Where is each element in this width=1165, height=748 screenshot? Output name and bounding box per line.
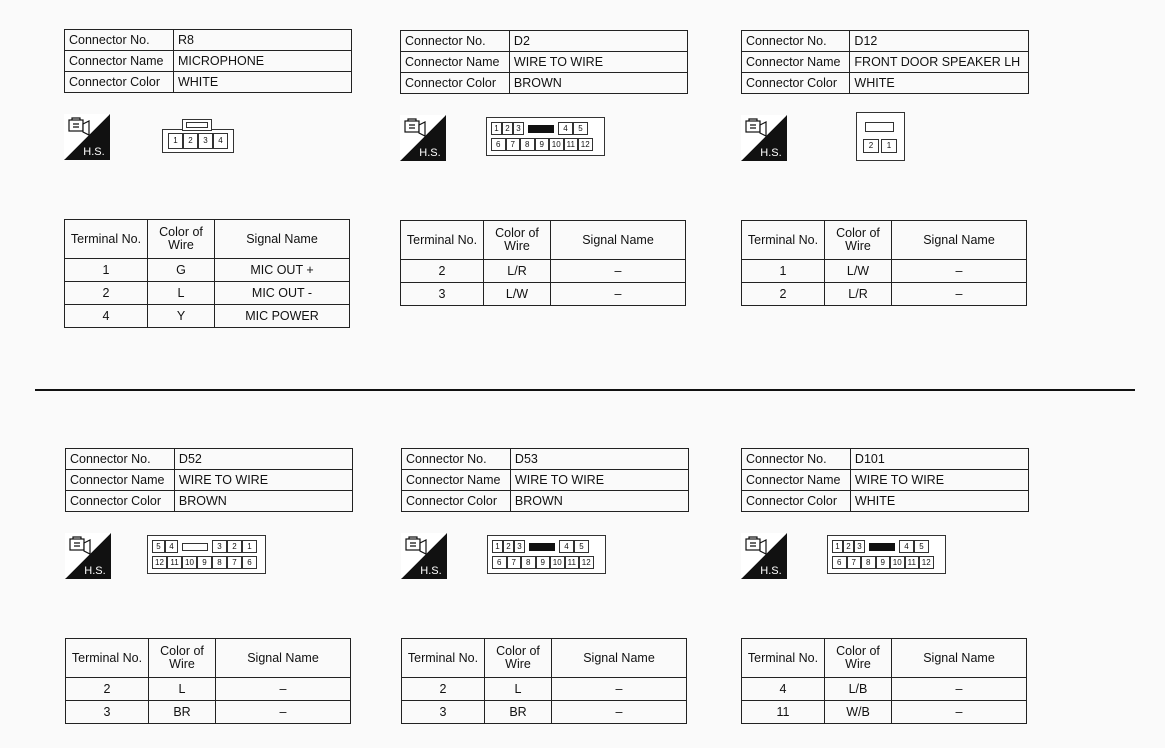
wire-color-cell: L/R	[484, 260, 551, 283]
terminal-row	[742, 283, 1027, 306]
pin-cell: 6	[242, 556, 257, 569]
connector-name-label: Connector Name	[65, 51, 174, 72]
terminal-no-cell: 2	[742, 283, 825, 306]
pin-cell: 11	[564, 138, 579, 151]
signal-name-cell: –	[892, 678, 1027, 701]
terminal-no-header: Terminal No.	[65, 220, 148, 259]
connector-info-table	[64, 29, 352, 93]
terminal-table	[64, 219, 350, 328]
pin-cell: 3	[854, 540, 865, 553]
terminal-no-header: Terminal No.	[742, 221, 825, 260]
pin-cell: 1	[832, 540, 843, 553]
terminal-no-cell: 3	[66, 701, 149, 724]
terminal-row	[742, 260, 1027, 283]
pin-cell: 7	[847, 556, 862, 569]
connector-block-d52	[65, 448, 365, 748]
wire-color-cell: L/W	[825, 260, 892, 283]
connector-block-d2	[400, 30, 700, 330]
terminal-row	[402, 678, 687, 701]
pin-cell: 3	[198, 133, 213, 149]
pin-cell: 6	[492, 556, 507, 569]
section-divider	[35, 389, 1135, 391]
connector-no-label: Connector No.	[401, 31, 510, 52]
signal-name-cell: MIC OUT -	[215, 282, 350, 305]
connector-no-value: D52	[174, 449, 352, 470]
hs-label: H.S.	[419, 147, 441, 159]
pin-cell: 6	[491, 138, 506, 151]
pin-cell: 5	[574, 540, 589, 553]
pin-cell: 12	[152, 556, 167, 569]
pin-cell: 10	[182, 556, 197, 569]
connector-name-label: Connector Name	[742, 52, 850, 73]
connector-key	[869, 543, 895, 551]
pin-cell: 1	[491, 122, 502, 135]
terminal-row	[65, 305, 350, 328]
terminal-row	[742, 701, 1027, 724]
connector-info-table	[401, 448, 689, 512]
hs-label: H.S.	[84, 565, 106, 577]
connector-no-value: D2	[509, 31, 687, 52]
wire-color-cell: L	[149, 678, 216, 701]
terminal-table	[65, 638, 351, 724]
pin-cell: 9	[876, 556, 891, 569]
harness-side-icon	[64, 114, 110, 160]
signal-name-cell: MIC OUT +	[215, 259, 350, 282]
hs-label: H.S.	[760, 565, 782, 577]
signal-name-cell: –	[551, 260, 686, 283]
pin-cell: 10	[549, 138, 564, 151]
pin-cell: 2	[227, 540, 242, 553]
signal-name-cell: –	[551, 283, 686, 306]
pin-cell: 2	[502, 122, 513, 135]
wire-color-cell: G	[148, 259, 215, 282]
connector-block-d53	[401, 448, 701, 748]
signal-name-cell: –	[552, 678, 687, 701]
harness-side-icon	[741, 115, 787, 161]
terminal-table	[401, 638, 687, 724]
wire-color-cell: L	[148, 282, 215, 305]
pin-cell: 12	[919, 556, 934, 569]
connector-info-table	[65, 448, 353, 512]
connector-name-label: Connector Name	[66, 470, 175, 491]
connector-color-label: Connector Color	[742, 491, 851, 512]
connector-color-label: Connector Color	[66, 491, 175, 512]
pin-cell: 1	[492, 540, 503, 553]
signal-name-cell: –	[216, 701, 351, 724]
connector-name-label: Connector Name	[401, 52, 510, 73]
signal-name-header: Signal Name	[552, 639, 687, 678]
terminal-row	[401, 260, 686, 283]
wire-color-cell: Y	[148, 305, 215, 328]
signal-name-header: Signal Name	[551, 221, 686, 260]
pin-cell: 2	[863, 139, 879, 153]
connector-key	[182, 543, 208, 551]
color-of-wire-header: Color of Wire	[484, 221, 551, 260]
terminal-no-cell: 2	[65, 282, 148, 305]
pin-cell: 4	[558, 122, 573, 135]
connector-no-label: Connector No.	[66, 449, 175, 470]
pin-cell: 3	[514, 540, 525, 553]
harness-side-icon	[741, 533, 787, 579]
terminal-row	[66, 678, 351, 701]
terminal-no-cell: 2	[66, 678, 149, 701]
connector-color-label: Connector Color	[742, 73, 850, 94]
color-of-wire-header: Color of Wire	[825, 221, 892, 260]
pin-cell: 11	[167, 556, 182, 569]
terminal-no-cell: 3	[402, 701, 485, 724]
pin-cell: 8	[212, 556, 227, 569]
pin-cell: 7	[227, 556, 242, 569]
connector-no-value: D53	[510, 449, 688, 470]
connector-color-value: BROWN	[510, 491, 688, 512]
connector-name-value: WIRE TO WIRE	[850, 470, 1028, 491]
pin-cell: 9	[536, 556, 551, 569]
terminal-row	[742, 678, 1027, 701]
connector-no-value: R8	[173, 30, 351, 51]
pin-cell: 4	[213, 133, 228, 149]
wire-color-cell: L/W	[484, 283, 551, 306]
pin-cell: 10	[890, 556, 905, 569]
connector-no-label: Connector No.	[742, 449, 851, 470]
terminal-row	[66, 701, 351, 724]
pin-cell: 8	[861, 556, 876, 569]
signal-name-cell: –	[892, 260, 1027, 283]
terminal-no-cell: 4	[742, 678, 825, 701]
harness-side-icon	[400, 115, 446, 161]
connector-name-value: WIRE TO WIRE	[174, 470, 352, 491]
pin-cell: 10	[550, 556, 565, 569]
terminal-table	[741, 638, 1027, 724]
terminal-no-cell: 2	[401, 260, 484, 283]
connector-name-value: FRONT DOOR SPEAKER LH	[850, 52, 1029, 73]
connector-key	[529, 543, 555, 551]
color-of-wire-header: Color of Wire	[825, 639, 892, 678]
signal-name-cell: –	[552, 701, 687, 724]
terminal-row	[402, 701, 687, 724]
terminal-no-header: Terminal No.	[401, 221, 484, 260]
pin-cell: 4	[899, 540, 914, 553]
connector-latch-slot	[865, 122, 894, 132]
pin-cell: 2	[843, 540, 854, 553]
pin-cell: 12	[578, 138, 593, 151]
terminal-no-cell: 1	[742, 260, 825, 283]
connector-color-label: Connector Color	[65, 72, 174, 93]
connector-color-value: BROWN	[174, 491, 352, 512]
terminal-no-cell: 4	[65, 305, 148, 328]
wire-color-cell: L/R	[825, 283, 892, 306]
connector-no-label: Connector No.	[402, 449, 511, 470]
connector-no-value: D101	[850, 449, 1028, 470]
connector-color-value: WHITE	[850, 491, 1028, 512]
harness-side-icon	[65, 533, 111, 579]
terminal-no-cell: 3	[401, 283, 484, 306]
connector-info-table	[741, 448, 1029, 512]
pin-cell: 5	[152, 540, 165, 553]
signal-name-cell: –	[216, 678, 351, 701]
connector-block-d101	[741, 448, 1041, 748]
connector-name-value: MICROPHONE	[173, 51, 351, 72]
pin-cell: 4	[559, 540, 574, 553]
connector-info-table	[741, 30, 1029, 94]
wire-color-cell: W/B	[825, 701, 892, 724]
connector-color-label: Connector Color	[401, 73, 510, 94]
pin-cell: 3	[513, 122, 524, 135]
connector-name-label: Connector Name	[742, 470, 851, 491]
connector-color-label: Connector Color	[402, 491, 511, 512]
terminal-table	[741, 220, 1027, 306]
connector-color-value: WHITE	[173, 72, 351, 93]
color-of-wire-header: Color of Wire	[149, 639, 216, 678]
pin-cell: 4	[165, 540, 178, 553]
terminal-table	[400, 220, 686, 306]
signal-name-header: Signal Name	[216, 639, 351, 678]
terminal-no-header: Terminal No.	[402, 639, 485, 678]
connector-no-label: Connector No.	[742, 31, 850, 52]
pin-cell: 2	[503, 540, 514, 553]
signal-name-header: Signal Name	[892, 639, 1027, 678]
wire-color-cell: L	[485, 678, 552, 701]
connector-color-value: WHITE	[850, 73, 1029, 94]
connector-latch-slot	[186, 122, 208, 128]
pin-cell: 3	[212, 540, 227, 553]
connector-color-value: BROWN	[509, 73, 687, 94]
terminal-no-cell: 1	[65, 259, 148, 282]
connector-block-d12	[741, 30, 1041, 330]
pin-cell: 8	[521, 556, 536, 569]
pin-cell: 9	[535, 138, 550, 151]
terminal-no-header: Terminal No.	[742, 639, 825, 678]
harness-side-icon	[401, 533, 447, 579]
wire-color-cell: BR	[149, 701, 216, 724]
wire-color-cell: BR	[485, 701, 552, 724]
signal-name-header: Signal Name	[215, 220, 350, 259]
connector-name-value: WIRE TO WIRE	[509, 52, 687, 73]
pin-cell: 1	[168, 133, 183, 149]
pin-cell: 8	[520, 138, 535, 151]
terminal-row	[65, 259, 350, 282]
pin-cell: 1	[242, 540, 257, 553]
pin-cell: 6	[832, 556, 847, 569]
pin-cell: 7	[506, 138, 521, 151]
pin-cell: 5	[914, 540, 929, 553]
pin-cell: 7	[507, 556, 522, 569]
pin-cell: 12	[579, 556, 594, 569]
connector-no-label: Connector No.	[65, 30, 174, 51]
signal-name-cell: –	[892, 283, 1027, 306]
hs-label: H.S.	[83, 146, 105, 158]
wire-color-cell: L/B	[825, 678, 892, 701]
pin-cell: 2	[183, 133, 198, 149]
connector-key	[528, 125, 554, 133]
pin-cell: 9	[197, 556, 212, 569]
terminal-no-header: Terminal No.	[66, 639, 149, 678]
hs-label: H.S.	[760, 147, 782, 159]
connector-block-r8	[64, 29, 364, 329]
pin-cell: 5	[573, 122, 588, 135]
pin-cell: 1	[881, 139, 897, 153]
terminal-row	[401, 283, 686, 306]
signal-name-cell: –	[892, 701, 1027, 724]
connector-no-value: D12	[850, 31, 1029, 52]
connector-name-value: WIRE TO WIRE	[510, 470, 688, 491]
color-of-wire-header: Color of Wire	[148, 220, 215, 259]
color-of-wire-header: Color of Wire	[485, 639, 552, 678]
terminal-no-cell: 11	[742, 701, 825, 724]
signal-name-cell: MIC POWER	[215, 305, 350, 328]
terminal-no-cell: 2	[402, 678, 485, 701]
pin-cell: 11	[565, 556, 580, 569]
connector-name-label: Connector Name	[402, 470, 511, 491]
pin-cell: 11	[905, 556, 920, 569]
connector-info-table	[400, 30, 688, 94]
terminal-row	[65, 282, 350, 305]
hs-label: H.S.	[420, 565, 442, 577]
signal-name-header: Signal Name	[892, 221, 1027, 260]
connector-housing	[856, 112, 905, 161]
